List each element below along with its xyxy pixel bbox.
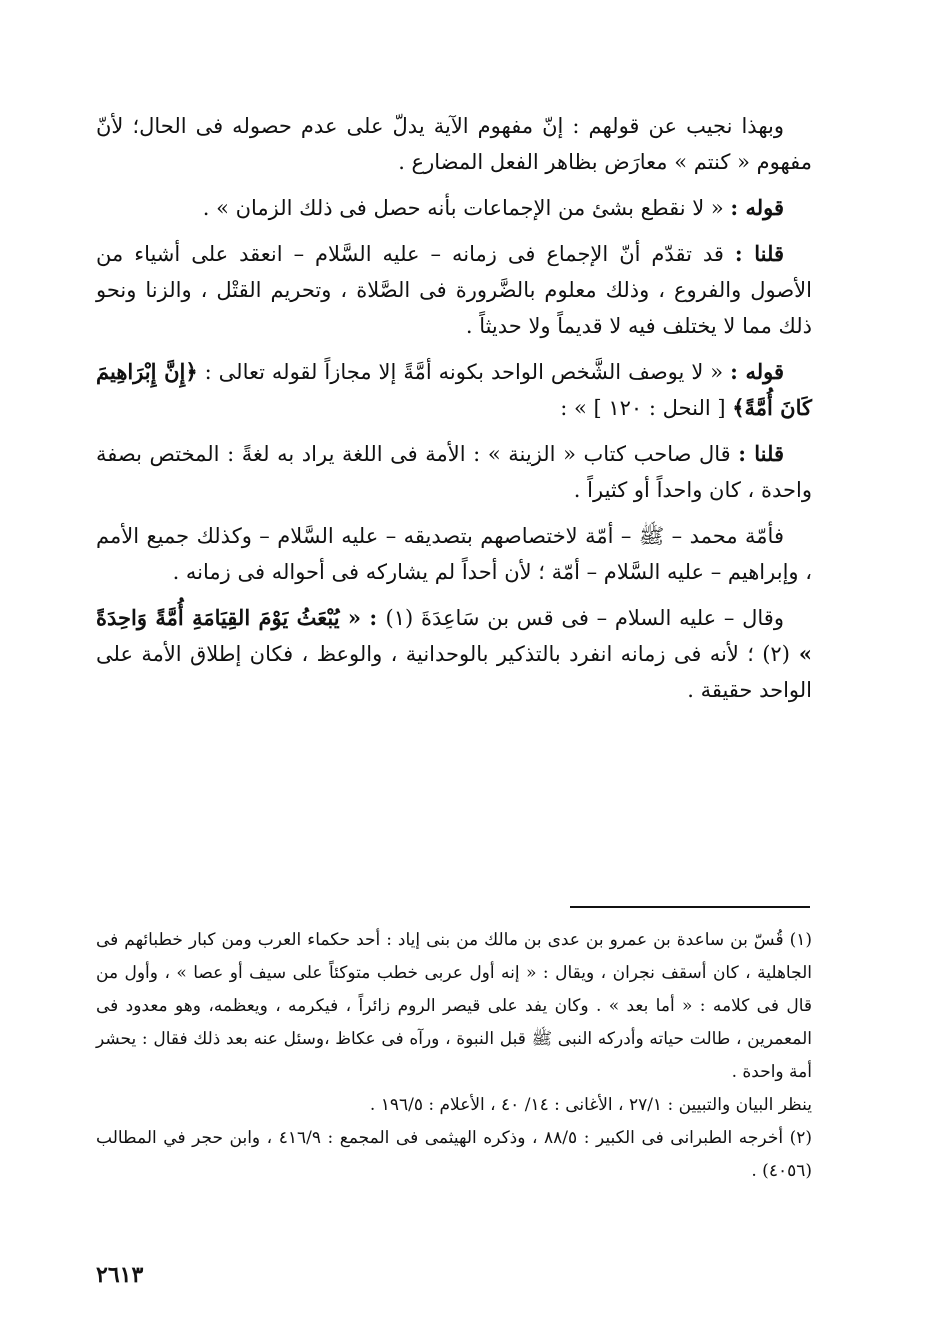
paragraph-4-lead: قوله : [730,359,784,384]
paragraph-2 [96,190,812,226]
paragraph-3-lead: قلنا : [734,241,785,266]
paragraph-5-lead: قلنا : [738,441,784,466]
footnotes [96,924,812,1188]
paragraph-3 [96,236,812,344]
footnote-divider [570,906,810,908]
quran-verse: ﴿إِنَّ إِبْرَاهِيمَ كَانَ أُمَّةً﴾ [96,359,812,420]
paragraph-7-part-c: ؛ لأنه فى زمانه انفرد بالتذكير بالوحدانية ، والوعظ ، فكان إطلاق الأمة على الواحد حقيقة . [96,642,812,702]
paragraph-2-text: « لا نقطع بشئ من الإجماعات بأنه حصل فى ذلك الزمان » . [202,196,731,220]
paragraph-5-text: قال صاحب كتاب « الزينة » : الأمة فى اللغة يراد به لغةً : المختص بصفة واحدة ، كان واحداً أو كثيراً . [96,442,812,502]
paragraph-4-text: « لا يوصف الشَّخص الواحد بكونه أمَّةً إلا مجازاً لقوله تعالى : [197,360,731,384]
footnote-2: (٢) أخرجه الطبرانى فى الكبير : ٨٨/٥ ، وذكره الهيثمى فى المجمع : ٤١٦/٩ ، وابن حجر في المطالب (٤٠٥٦) . [96,1128,813,1181]
hadith-quote: : « يُبْعَثُ يَوْمَ القِيَامَةِ أُمَّةً وَاحِدَةً » [96,605,813,666]
paragraph-4 [96,354,812,426]
footnote-1-references: ينظر البيان والتبيين : ٢٧/١ ، الأغانى : ١٤/ ٤٠ ، الأعلام : ١٩٦/٥ . [369,1095,812,1115]
paragraph-1: وبهذا نجيب عن قولهم : إنّ مفهوم الآية يدلّ على عدم حصوله فى الحال؛ لأنّ مفهوم « كنتم » معارَض بظاهر الفعل المضارع . [96,114,812,174]
main-text [96,108,812,718]
paragraph-3-text: قد تقدّم أنّ الإجماع فى زمانه – عليه السَّلام – انعقد على أشياء من الأصول والفروع ، وذلك معلوم بالضَّرورة فى الصَّلاة ، وتحريم القتْل ، والزنا ونحو ذلك مما لا يختلف فيه لا قديماً ولا حديثاً . [96,242,812,338]
paragraph-2-lead: قوله : [730,195,784,220]
footnote-1: (١) قُسّ بن ساعدة بن عمرو بن عدى بن مالك من بنى إياد : أحد حكماء العرب ومن كبار خطبائهم فى الجاهلية ، كان أسقف نجران ، ويقال : « إنه أول عربى خطب متوكئاً على سيف أو عصا » ، وأول من قال فى كلامه : « أما بعد » . وكان يفد على قيصر الروم زائراً ، فيكرمه ، ويعظمه، وهو معدود فى المعمرين ، طالت حياته وأدركه النبى ﷺ قبل النبوة ، ورآه فى عكاظ ،وسئل عنه بعد ذلك فقال : يحشر أمة واحدة . [96,930,812,1082]
paragraph-4-tail: [ النحل : ١٢٠ ] » : [560,396,733,420]
paragraph-5 [96,436,812,508]
paragraph-7 [96,600,812,708]
page-number: ٢٦١٣ [96,1262,144,1288]
paragraph-6: فأمّة محمد – ﷺ – أمّة لاختصاصهم بتصديقه – عليه السَّلام – وكذلك جميع الأمم ، وإبراهيم – عليه السَّلام – أمّة ؛ لأن أحداً لم يشاركه فى أحواله فى زمانه . [96,524,812,584]
footnote-ref-2: (٢) [762,642,790,666]
footnote-ref-1: (١) [385,606,414,630]
paragraph-7-part-a: وقال – عليه السلام – فى قس بن سَاعِدَةَ [413,606,784,630]
